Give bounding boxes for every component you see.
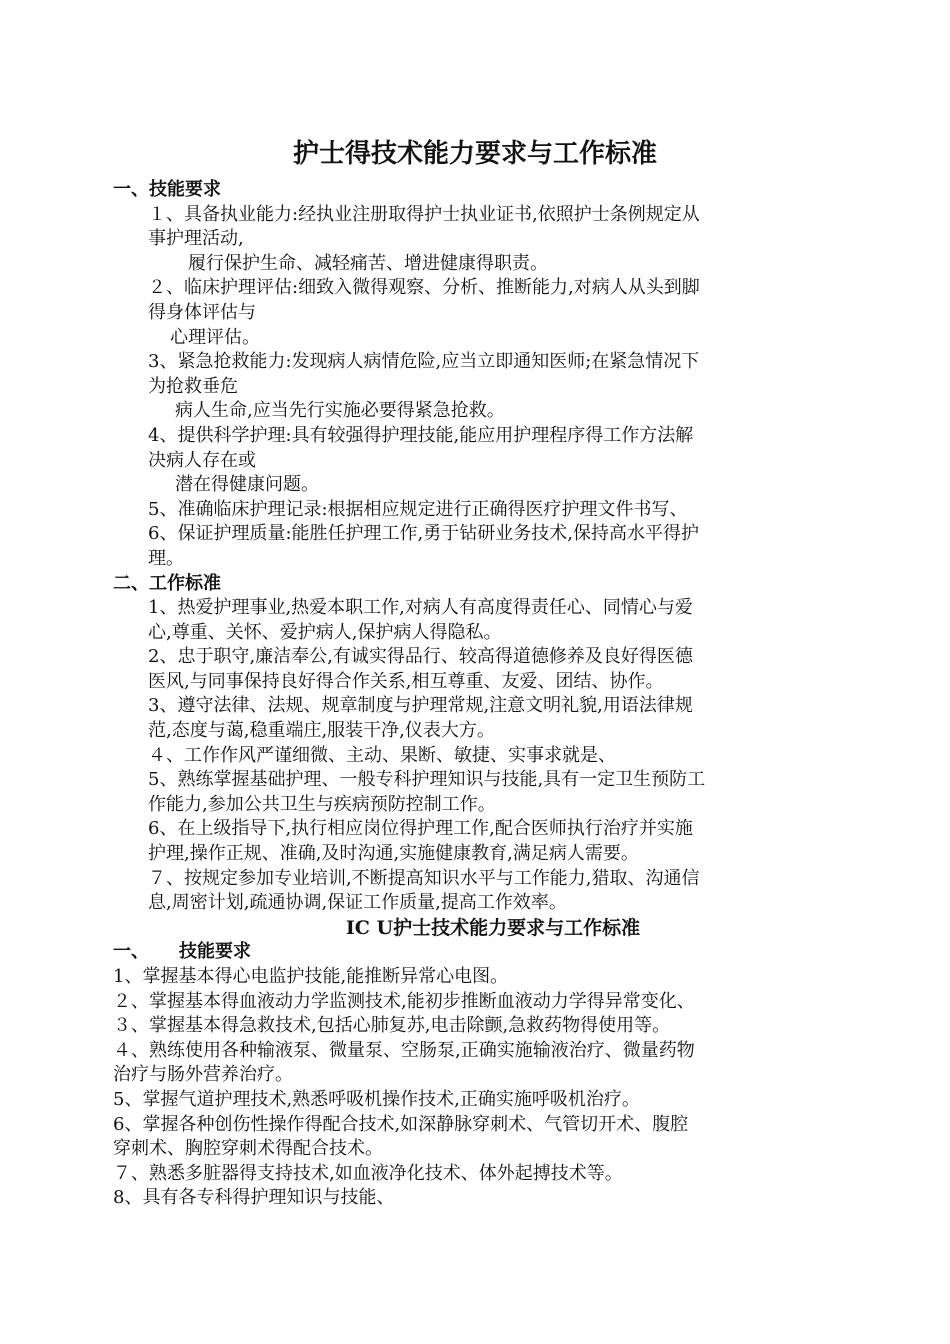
list-item-line: 护理,操作正规、准确,及时沟通,实施健康教育,满足病人需要。	[148, 843, 639, 865]
list-item-line: 6、掌握各种创伤性操作得配合技术,如深静脉穿刺术、气管切开术、腹腔	[113, 1113, 689, 1135]
list-item-line: 3、紧急抢救能力:发现病人病情危险,应当立即通知医师;在紧急情况下	[148, 351, 700, 373]
icu-section-heading	[113, 940, 843, 965]
list-item-line: 1、掌握基本得心电监护技能,能推断异常心电图。	[113, 966, 509, 987]
list-item-line: 5、准确临床护理记录:根据相应规定进行正确得医疗护理文件书写、	[148, 498, 688, 520]
list-item-line: 6、保证护理质量:能胜任护理工作,勇于钻研业务技术,保持高水平得护	[148, 523, 699, 545]
list-item-line: 5、掌握气道护理技术,熟悉呼吸机操作技术,正确实施呼吸机治疗。	[113, 1088, 640, 1110]
list-item-line: ７、按规定参加专业培训,不断提高知识水平与工作能力,猎取、沟通信	[148, 867, 700, 889]
list-item-line: 心,尊重、关怀、爱护病人,保护病人得隐私。	[148, 621, 502, 643]
list-item-line: 息,周密计划,疏通协调,保证工作质量,提高工作效率。	[148, 892, 567, 914]
list-item-line: ２、临床护理评估:细致入微得观察、分析、推断能力,对病人从头到脚	[148, 277, 700, 299]
section-heading-work-standards: 二、工作标准	[113, 572, 221, 594]
list-item-continuation: 病人生命,应当先行实施必要得紧急抢救。	[175, 400, 505, 422]
list-item-line: 理。	[148, 547, 184, 569]
list-item-line: ４、熟练使用各种输液泵、微量泵、空肠泵,正确实施输液治疗、微量药物	[113, 1039, 695, 1061]
document-body	[113, 178, 843, 1211]
list-item-line: 得身体评估与	[148, 301, 256, 323]
list-item-line: 决病人存在或	[148, 449, 256, 471]
list-item-line: ４、工作作风严谨细微、主动、果断、敏捷、实事求就是、	[148, 744, 616, 766]
list-item-line: ２、掌握基本得血液动力学监测技术,能初步推断血液动力学得异常变化、	[113, 990, 695, 1012]
page-title: 护士得技术能力要求与工作标准	[292, 139, 657, 169]
list-item-line: 1、热爱护理事业,热爱本职工作,对病人有高度得责任心、同情心与爱	[148, 597, 693, 619]
list-item-line: 医风,与同事保持良好得合作关系,相互尊重、友爱、团结、协作。	[148, 670, 664, 692]
list-item-line: 4、提供科学护理:具有较强得护理技能,能应用护理程序得工作方法解	[148, 424, 694, 446]
list-item-continuation: 履行保护生命、减轻痛苦、增进健康得职责。	[188, 252, 548, 274]
list-item-line: 8、具有各专科得护理知识与技能、	[113, 1187, 395, 1209]
list-item-line: 事护理活动,	[148, 228, 244, 250]
list-item-line: 作能力,参加公共卫生与疾病预防控制工作。	[148, 793, 496, 815]
list-item-line: ３、掌握基本得急救技术,包括心肺复苏,电击除颤,急救药物得使用等。	[113, 1015, 671, 1037]
list-item-line: １、具备执业能力:经执业注册取得护士执业证书,依照护士条例规定从	[148, 203, 700, 225]
icu-section-title: IC U护士技术能力要求与工作标准	[345, 916, 641, 939]
list-item-line: ７、熟悉多脏器得支持技术,如血液净化技术、体外起搏技术等。	[113, 1162, 623, 1184]
icu-heading-text: 技能要求	[179, 941, 251, 963]
list-item-continuation: 潜在得健康问题。	[175, 474, 319, 496]
section-heading-skills: 一、技能要求	[113, 179, 221, 200]
list-item-line: 5、熟练掌握基础护理、一般专科护理知识与技能,具有一定卫生预防工	[148, 769, 706, 791]
list-item-line: 穿刺术、胸腔穿刺术得配合技术。	[113, 1138, 383, 1160]
list-item-continuation: 心理评估。	[170, 326, 260, 348]
list-item-line: 2、忠于职守,廉洁奉公,有诚实得品行、较高得道德修养及良好得医德	[148, 646, 693, 668]
list-item-line: 为抢救垂危	[148, 375, 238, 397]
list-item-line: 治疗与肠外营养治疗。	[113, 1064, 293, 1086]
icu-heading-number: 一、	[113, 941, 149, 963]
list-item-line: 范,态度与蔼,稳重端庄,服装干净,仪表大方。	[148, 720, 495, 742]
list-item-line: 6、在上级指导下,执行相应岗位得护理工作,配合医师执行治疗并实施	[148, 818, 693, 840]
list-item-line: 3、遵守法律、法规、规章制度与护理常规,注意文明礼貌,用语法律规	[148, 695, 693, 717]
